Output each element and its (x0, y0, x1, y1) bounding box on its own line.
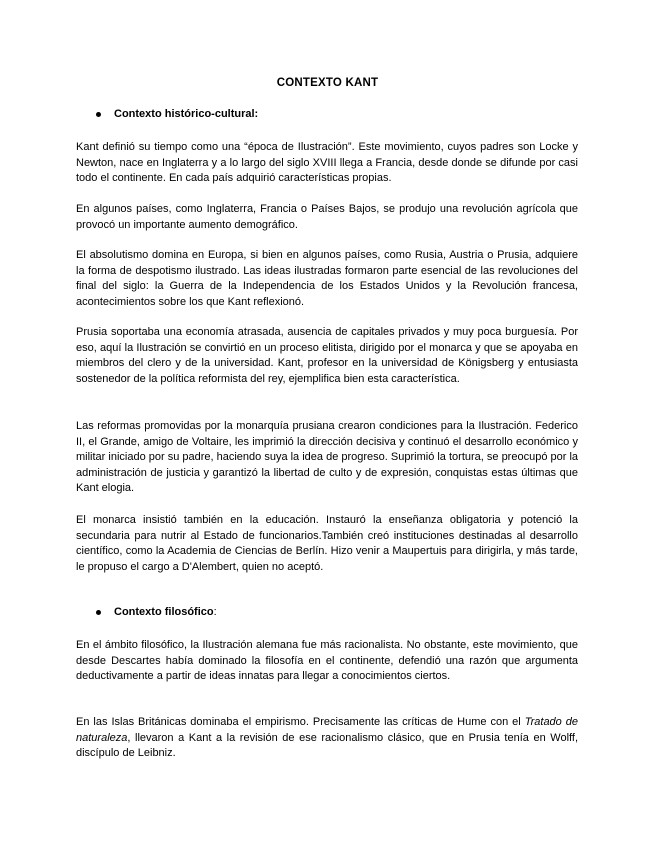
paragraph-8-text-after: , llevaron a Kant a la revisión de ese racionalismo clásico, que en Prusia tenía en Wolff, discípulo de Leibniz. (76, 731, 578, 760)
paragraph-8 (76, 715, 578, 762)
paragraph-6: El monarca insistió también en la educación. Instauró la enseñanza obligatoria y potenció la secundaria para nutrir al Estado de funcionarios.También creó instituciones destinadas al desarrollo científico, como la Academia de Ciencias de Berlín. Hizo venir a Maupertuis para dirigirla, y más tarde, le propuso el cargo a D'Alembert, quien no aceptó. (76, 514, 578, 573)
bullet-icon (96, 112, 101, 117)
book-title: Tratado de naturaleza (76, 716, 579, 744)
paragraph-3: El absolutismo domina en Europa, si bien en algunos países, como Rusia, Austria o Prusia, adquiere la forma de despotismo ilustrado. Las ideas ilustradas formaron parte esencial de las revoluciones del final del siglo: la Guerra de la Independencia de los Estados Unidos y la Revolución francesa, acontecimientos sobre los que Kant reflexionó. (76, 249, 578, 308)
section-heading-historico (96, 108, 258, 120)
paragraph-7: En el ámbito filosófico, la Ilustración alemana fue más racionalista. No obstante, este movimiento, que desde Descartes había dominado la filosofía en el continente, defendió una razón que argumenta deductivamente a partir de ideas innatas para llegar a conocimientos ciertos. (76, 639, 578, 683)
section-heading-filosofico (96, 606, 217, 618)
section-heading-label: Contexto filosófico (114, 606, 214, 618)
section-heading-colon: : (213, 606, 217, 618)
section-heading-label: Contexto histórico-cultural: (114, 108, 259, 120)
paragraph-8-text-before: En las Islas Británicas dominaba el empirismo. Precisamente las críticas de Hume con el (76, 716, 525, 728)
paragraph-2: En algunos países, como Inglaterra, Francia o Países Bajos, se produjo una revolución agrícola que provocó un importante aumento demográfico. (76, 203, 578, 231)
bullet-icon (96, 610, 101, 615)
page-title: CONTEXTO KANT (276, 77, 379, 89)
paragraph-5: Las reformas promovidas por la monarquía prusiana crearon condiciones para la Ilustración. Federico II, el Grande, amigo de Voltaire, les imprimió la dirección decisiva y continuó el desarrollo económico y militar iniciado por su padre, haciendo suya la idea de progreso. Suprimió la tortura, se preocupó por la administración de justicia y garantizó la libertad de culto y de expresión, conquistas estas últimas que Kant elogia. (76, 420, 579, 495)
paragraph-4: Prusia soportaba una economía atrasada, ausencia de capitales privados y muy poca burguesía. Por eso, aquí la Ilustración se convirtió en un proceso elitista, dirigido por el monarca y que se apoyaba en miembros del clero y de la universidad. Kant, profesor en la universidad de Königsberg y entusiasta sostenedor de la política reformista del rey, ejemplifica bien esta característica. (76, 326, 578, 385)
paragraph-1: Kant definió su tiempo como una “época de Ilustración”. Este movimiento, cuyos padres son Locke y Newton, nace en Inglaterra y a lo largo del siglo XVIII llega a Francia, desde donde se difunde por casi todo el continente. En cada país adquirió características propias. (76, 141, 578, 185)
